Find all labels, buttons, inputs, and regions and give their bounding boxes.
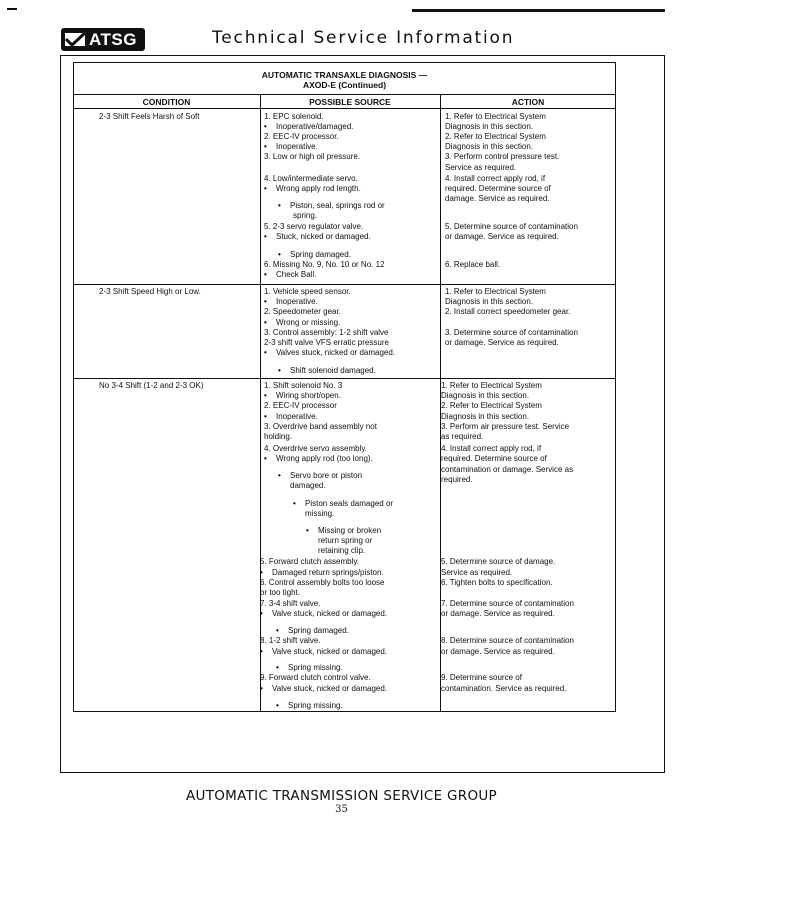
source-line: return spring or [318,536,373,545]
source-bullet-line: • Shift solenoid damaged. [278,366,376,376]
action-line: 3. Determine source of contamination [445,328,578,337]
source-bullet-line: • Stuck, nicked or damaged. [264,232,371,242]
action-line: 1. Refer to Electrical System [441,381,542,390]
header-bottom-rule [73,108,616,109]
action-line: 1. Refer to Electrical System [445,112,546,121]
action-line: 5. Determine source of contamination [445,222,578,231]
source-line: 6. Control assembly bolts too loose [260,578,385,587]
action-line: 5. Determine source of damage. [441,557,556,566]
column-divider-1 [260,94,261,712]
action-line: Diagnosis in this section. [445,297,534,306]
table-title-line-2: AXOD-E (Continued) [302,80,387,90]
source-bullet-line: • Servo bore or piston [278,471,362,481]
source-bullet-line: • Spring damaged. [276,626,349,636]
header-top-rule [73,94,616,95]
source-line: 6. Missing No. 9, No. 10 or No. 12 [264,260,385,269]
source-line: damaged. [290,481,326,490]
table-title-line-1: AUTOMATIC TRANSAXLE DIAGNOSIS — [261,70,428,80]
row-divider-1 [73,284,616,285]
source-line: 2. EEC-IV processor. [264,132,339,141]
source-line: 4. Low/intermediate servo. [264,174,358,183]
action-line: 7. Determine source of contamination [441,599,574,608]
table-title [73,70,616,90]
action-line: 3. Perform air pressure test. Service [441,422,570,431]
source-bullet-line: • Check Ball. [264,270,316,280]
checkmark-logo-icon [63,30,89,49]
source-bullet-line: • Spring damaged. [278,250,351,260]
action-line: 1. Refer to Electrical System [445,287,546,296]
source-line: spring. [293,211,318,220]
source-line: 2-3 shift valve VFS erratic pressure [264,338,389,347]
condition-cell: 2-3 Shift Feels Harsh of Soft [99,112,200,121]
source-line: 9. Forward clutch control valve. [260,673,371,682]
action-line: 4. Install correct apply rod, if [445,174,546,183]
action-line: contamination or damage. Service as [441,465,574,474]
action-line: or damage. Service as required. [445,232,559,241]
action-line: required. Determine source of [441,454,547,463]
condition-cell: 2-3 Shift Speed High or Low. [99,287,201,296]
page-number: 35 [335,804,348,815]
row-divider-2 [73,378,616,379]
source-line: holding. [264,432,293,441]
condition-cell: No 3-4 Shift (1-2 and 2-3 OK) [99,381,204,390]
action-line: Diagnosis in this section. [445,142,534,151]
source-bullet-line: • Wrong apply rod length. [264,184,361,194]
source-line: 3. Overdrive band assembly not [264,422,377,431]
column-header-source: POSSIBLE SOURCE [309,97,391,107]
source-bullet-line: • Inoperative/damaged. [264,122,353,132]
action-line: Service as required. [445,163,517,172]
source-line: 1. EPC solenoid. [264,112,324,121]
source-line: 7. 3-4 shift valve. [260,599,321,608]
action-line: 2. Install correct speedometer gear. [445,307,571,316]
source-bullet-line: • Wiring short/open. [264,391,341,401]
action-line: Diagnosis in this section. [441,391,530,400]
action-line: contamination. Service as required. [441,684,567,693]
source-bullet-line: • Valve stuck, nicked or damaged. [260,647,387,657]
source-line: 5. Forward clutch assembly. [260,557,359,566]
action-line: 6. Tighten bolts to specification. [441,578,553,587]
action-line: 8. Determine source of contamination [441,636,574,645]
action-line: 2. Refer to Electrical System [441,401,542,410]
source-bullet-line: • Wrong or missing. [264,318,340,328]
source-line: or too tight. [260,588,301,597]
source-line: retaining clip. [318,546,366,555]
column-header-condition: CONDITION [142,97,191,107]
page-title: Technical Service Information [212,28,515,48]
action-line: or damage. Service as required. [441,609,555,618]
logo-text: ATSG [89,29,137,49]
source-line: 2. EEC-IV processor [264,401,337,410]
source-bullet-line: • Spring missing. [276,663,343,673]
footer-group-name: AUTOMATIC TRANSMISSION SERVICE GROUP [185,788,497,804]
source-line: 2. Speedometer gear. [264,307,341,316]
action-line: 3. Perform control pressure test. [445,152,560,161]
source-bullet-line: • Wrong apply rod (too long). [264,454,373,464]
source-line: missing. [305,509,335,518]
action-line: 2. Refer to Electrical System [445,132,546,141]
action-line: 9. Determine source of [441,673,522,682]
source-bullet-line: • Piston seals damaged or [293,499,393,509]
source-line: 1. Vehicle speed sensor. [264,287,351,296]
source-bullet-line: • Inoperative. [264,297,318,307]
source-line: 8. 1-2 shift valve. [260,636,321,645]
action-line: required. Determine source of [445,184,551,193]
source-bullet-line: • Valve stuck, nicked or damaged. [260,609,387,619]
source-line: 5. 2-3 servo regulator valve. [264,222,364,231]
top-rule-left [7,8,17,10]
action-line: 6. Replace ball. [445,260,501,269]
action-line: or damage. Service as required. [441,647,555,656]
atsg-logo [61,28,145,51]
source-bullet-line: • Piston, seal, springs rod or [278,201,385,211]
column-header-action: ACTION [511,97,545,107]
action-line: Diagnosis in this section. [441,412,530,421]
action-line: Diagnosis in this section. [445,122,534,131]
source-bullet-line: • Inoperative. [264,142,318,152]
source-line: 4. Overdrive servo assembly. [264,444,367,453]
source-bullet-line: • Valves stuck, nicked or damaged. [264,348,395,358]
action-line: damage. Service as required. [445,194,550,203]
source-bullet-line: • Damaged return springs/piston. [260,568,384,578]
action-line: or damage. Service as required. [445,338,559,347]
source-bullet-line: • Missing or broken [306,526,381,536]
source-bullet-line: • Valve stuck, nicked or damaged. [260,684,387,694]
source-line: 3. Low or high oil pressure. [264,152,361,161]
action-line: required. [441,475,473,484]
source-bullet-line: • Spring missing. [276,701,343,711]
top-rule-right [412,9,665,12]
action-line: Service as required. [441,568,513,577]
source-line: 1. Shift solenoid No. 3 [264,381,343,390]
action-line: as required. [441,432,484,441]
source-line: 3. Control assembly: 1-2 shift valve [264,328,389,337]
source-bullet-line: • Inoperative. [264,412,318,422]
action-line: 4. Install correct apply rod, if [441,444,542,453]
